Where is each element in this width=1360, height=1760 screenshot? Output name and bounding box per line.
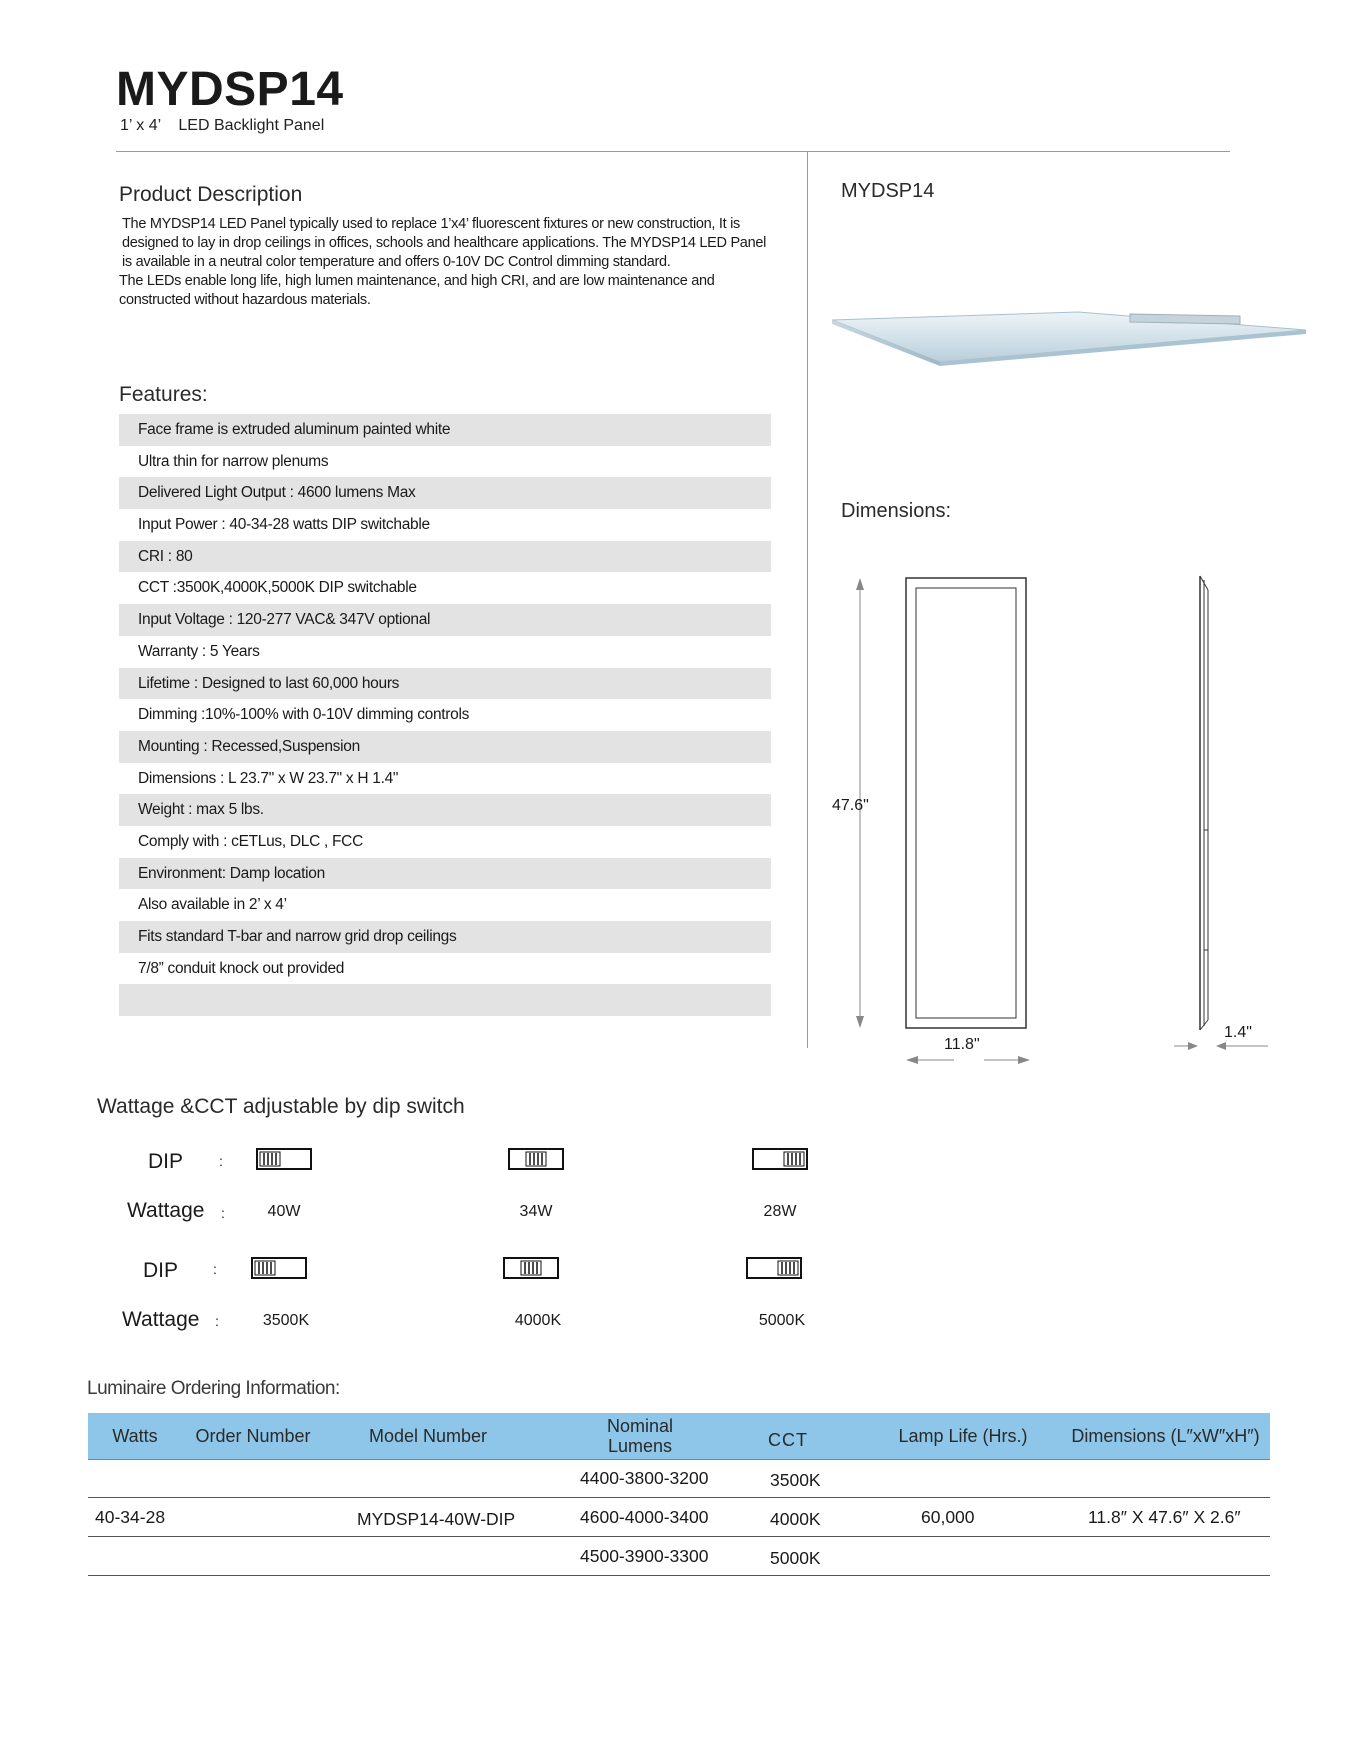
watts-cell: 40-34-28: [95, 1507, 166, 1527]
dimension-drawing: [830, 570, 1290, 1070]
cct-cell: 5000K: [770, 1548, 821, 1568]
dip-switch-icon: [503, 1257, 559, 1279]
feature-item: Delivered Light Output : 4600 lumens Max: [119, 477, 771, 509]
lamp-life-cell: 60,000: [921, 1507, 975, 1527]
feature-item: Mounting : Recessed,Suspension: [119, 731, 771, 763]
feature-item: Fits standard T-bar and narrow grid drop ceilings: [119, 921, 771, 953]
wattage-colon: :: [221, 1205, 225, 1221]
feature-item: Weight : max 5 lbs.: [119, 794, 771, 826]
description-text: [119, 215, 799, 310]
wattage-colon: :: [215, 1313, 219, 1329]
feature-item: 7/8” conduit knock out provided: [138, 959, 345, 977]
wattage-value: 40W: [267, 1203, 301, 1220]
table-row-divider: [88, 1536, 1270, 1537]
dip-colon: :: [213, 1261, 217, 1277]
features-heading: Features:: [119, 383, 208, 406]
feature-item: Also available in 2’ x 4’: [138, 896, 287, 914]
cct-value: 3500K: [262, 1312, 310, 1329]
dip-label: DIP: [143, 1259, 179, 1282]
feature-item: CRI : 80: [119, 541, 771, 573]
column-header: CCT: [768, 1430, 808, 1450]
dip-switch-icon: [251, 1257, 307, 1279]
dimensions-cell: 11.8″ X 47.6″ X 2.6″: [1088, 1507, 1241, 1527]
lumens-cell: 4400-3800-3200: [580, 1468, 709, 1488]
top-divider: [116, 151, 1230, 152]
column-divider: [807, 152, 808, 1048]
feature-item: Comply with : cETLus, DLC , FCC: [138, 832, 363, 850]
feature-item: Warranty : 5 Years: [138, 642, 260, 660]
dip-switch-icon: [508, 1148, 564, 1170]
ordering-table-header: [88, 1413, 1270, 1460]
lumens-cell: 4600-4000-3400: [580, 1507, 709, 1527]
model-cell: MYDSP14-40W-DIP: [357, 1509, 516, 1529]
wattage-value: 28W: [763, 1203, 797, 1220]
dip-switch-icon: [752, 1148, 808, 1170]
page-subtitle: 1’ x 4’ LED Backlight Panel: [120, 117, 325, 134]
cct-cell: 4000K: [770, 1509, 821, 1529]
column-header: Lamp Life (Hrs.): [898, 1426, 1028, 1446]
cct-value: 4000K: [514, 1312, 562, 1329]
table-row-divider: [88, 1497, 1270, 1498]
wattage-label: Wattage: [127, 1199, 205, 1222]
wattage-value: 34W: [519, 1203, 553, 1220]
led-panel-image: [830, 300, 1330, 380]
cct-cell: 3500K: [770, 1470, 821, 1490]
feature-item: [119, 984, 771, 1016]
features-list: [119, 414, 771, 1016]
feature-item: Dimensions : L 23.7" x W 23.7" x H 1.4": [138, 769, 399, 787]
column-header: Nominal Lumens: [606, 1416, 674, 1456]
dimensions-heading: Dimensions:: [841, 500, 952, 522]
feature-item: Ultra thin for narrow plenums: [138, 452, 329, 470]
dip-colon: :: [219, 1153, 223, 1169]
description-line: constructed without hazardous materials.: [119, 292, 371, 308]
page-title: MYDSP14: [116, 63, 344, 116]
feature-item: Environment: Damp location: [119, 858, 771, 890]
description-line: The LEDs enable long life, high lumen maintenance, and high CRI, and are low maintenance and: [119, 273, 715, 289]
dimension-depth: 1.4": [1224, 1024, 1252, 1041]
dip-label: DIP: [148, 1150, 184, 1173]
feature-item: Lifetime : Designed to last 60,000 hours: [119, 668, 771, 700]
dip-heading: Wattage &CCT adjustable by dip switch: [97, 1095, 465, 1118]
feature-item: Input Power : 40-34-28 watts DIP switchable: [138, 516, 430, 534]
wattage-label: Wattage: [122, 1308, 200, 1331]
dimension-height: 47.6": [832, 797, 869, 814]
table-row-divider: [88, 1575, 1270, 1576]
dip-switch-icon: [746, 1257, 802, 1279]
description-line: The MYDSP14 LED Panel typically used to replace 1’x4’ fluorescent fixtures or new construction, It is: [122, 216, 740, 232]
cct-value: 5000K: [758, 1312, 806, 1329]
dimension-width: 11.8": [944, 1036, 980, 1053]
feature-item: Dimming :10%-100% with 0-10V dimming controls: [138, 706, 470, 724]
column-header: Order Number: [195, 1426, 311, 1446]
column-header: Dimensions (L″xW″xH″): [1071, 1426, 1260, 1446]
feature-item: CCT :3500K,4000K,5000K DIP switchable: [138, 579, 417, 597]
column-header: Model Number: [368, 1426, 488, 1446]
dip-switch-icon: [256, 1148, 312, 1170]
description-line: is available in a neutral color temperature and offers 0-10V DC Control dimming standard.: [122, 254, 671, 270]
column-header: Watts: [112, 1426, 158, 1446]
feature-item: Input Voltage : 120-277 VAC& 347V optional: [119, 604, 771, 636]
feature-item: Face frame is extruded aluminum painted white: [119, 414, 771, 446]
description-heading: Product Description: [119, 183, 303, 206]
description-line: designed to lay in drop ceilings in offices, schools and healthcare applications. The MYDSP14 LED Panel: [122, 235, 767, 251]
ordering-heading: Luminaire Ordering Information:: [87, 1378, 340, 1399]
lumens-cell: 4500-3900-3300: [580, 1546, 709, 1566]
product-image-label: MYDSP14: [841, 180, 935, 202]
